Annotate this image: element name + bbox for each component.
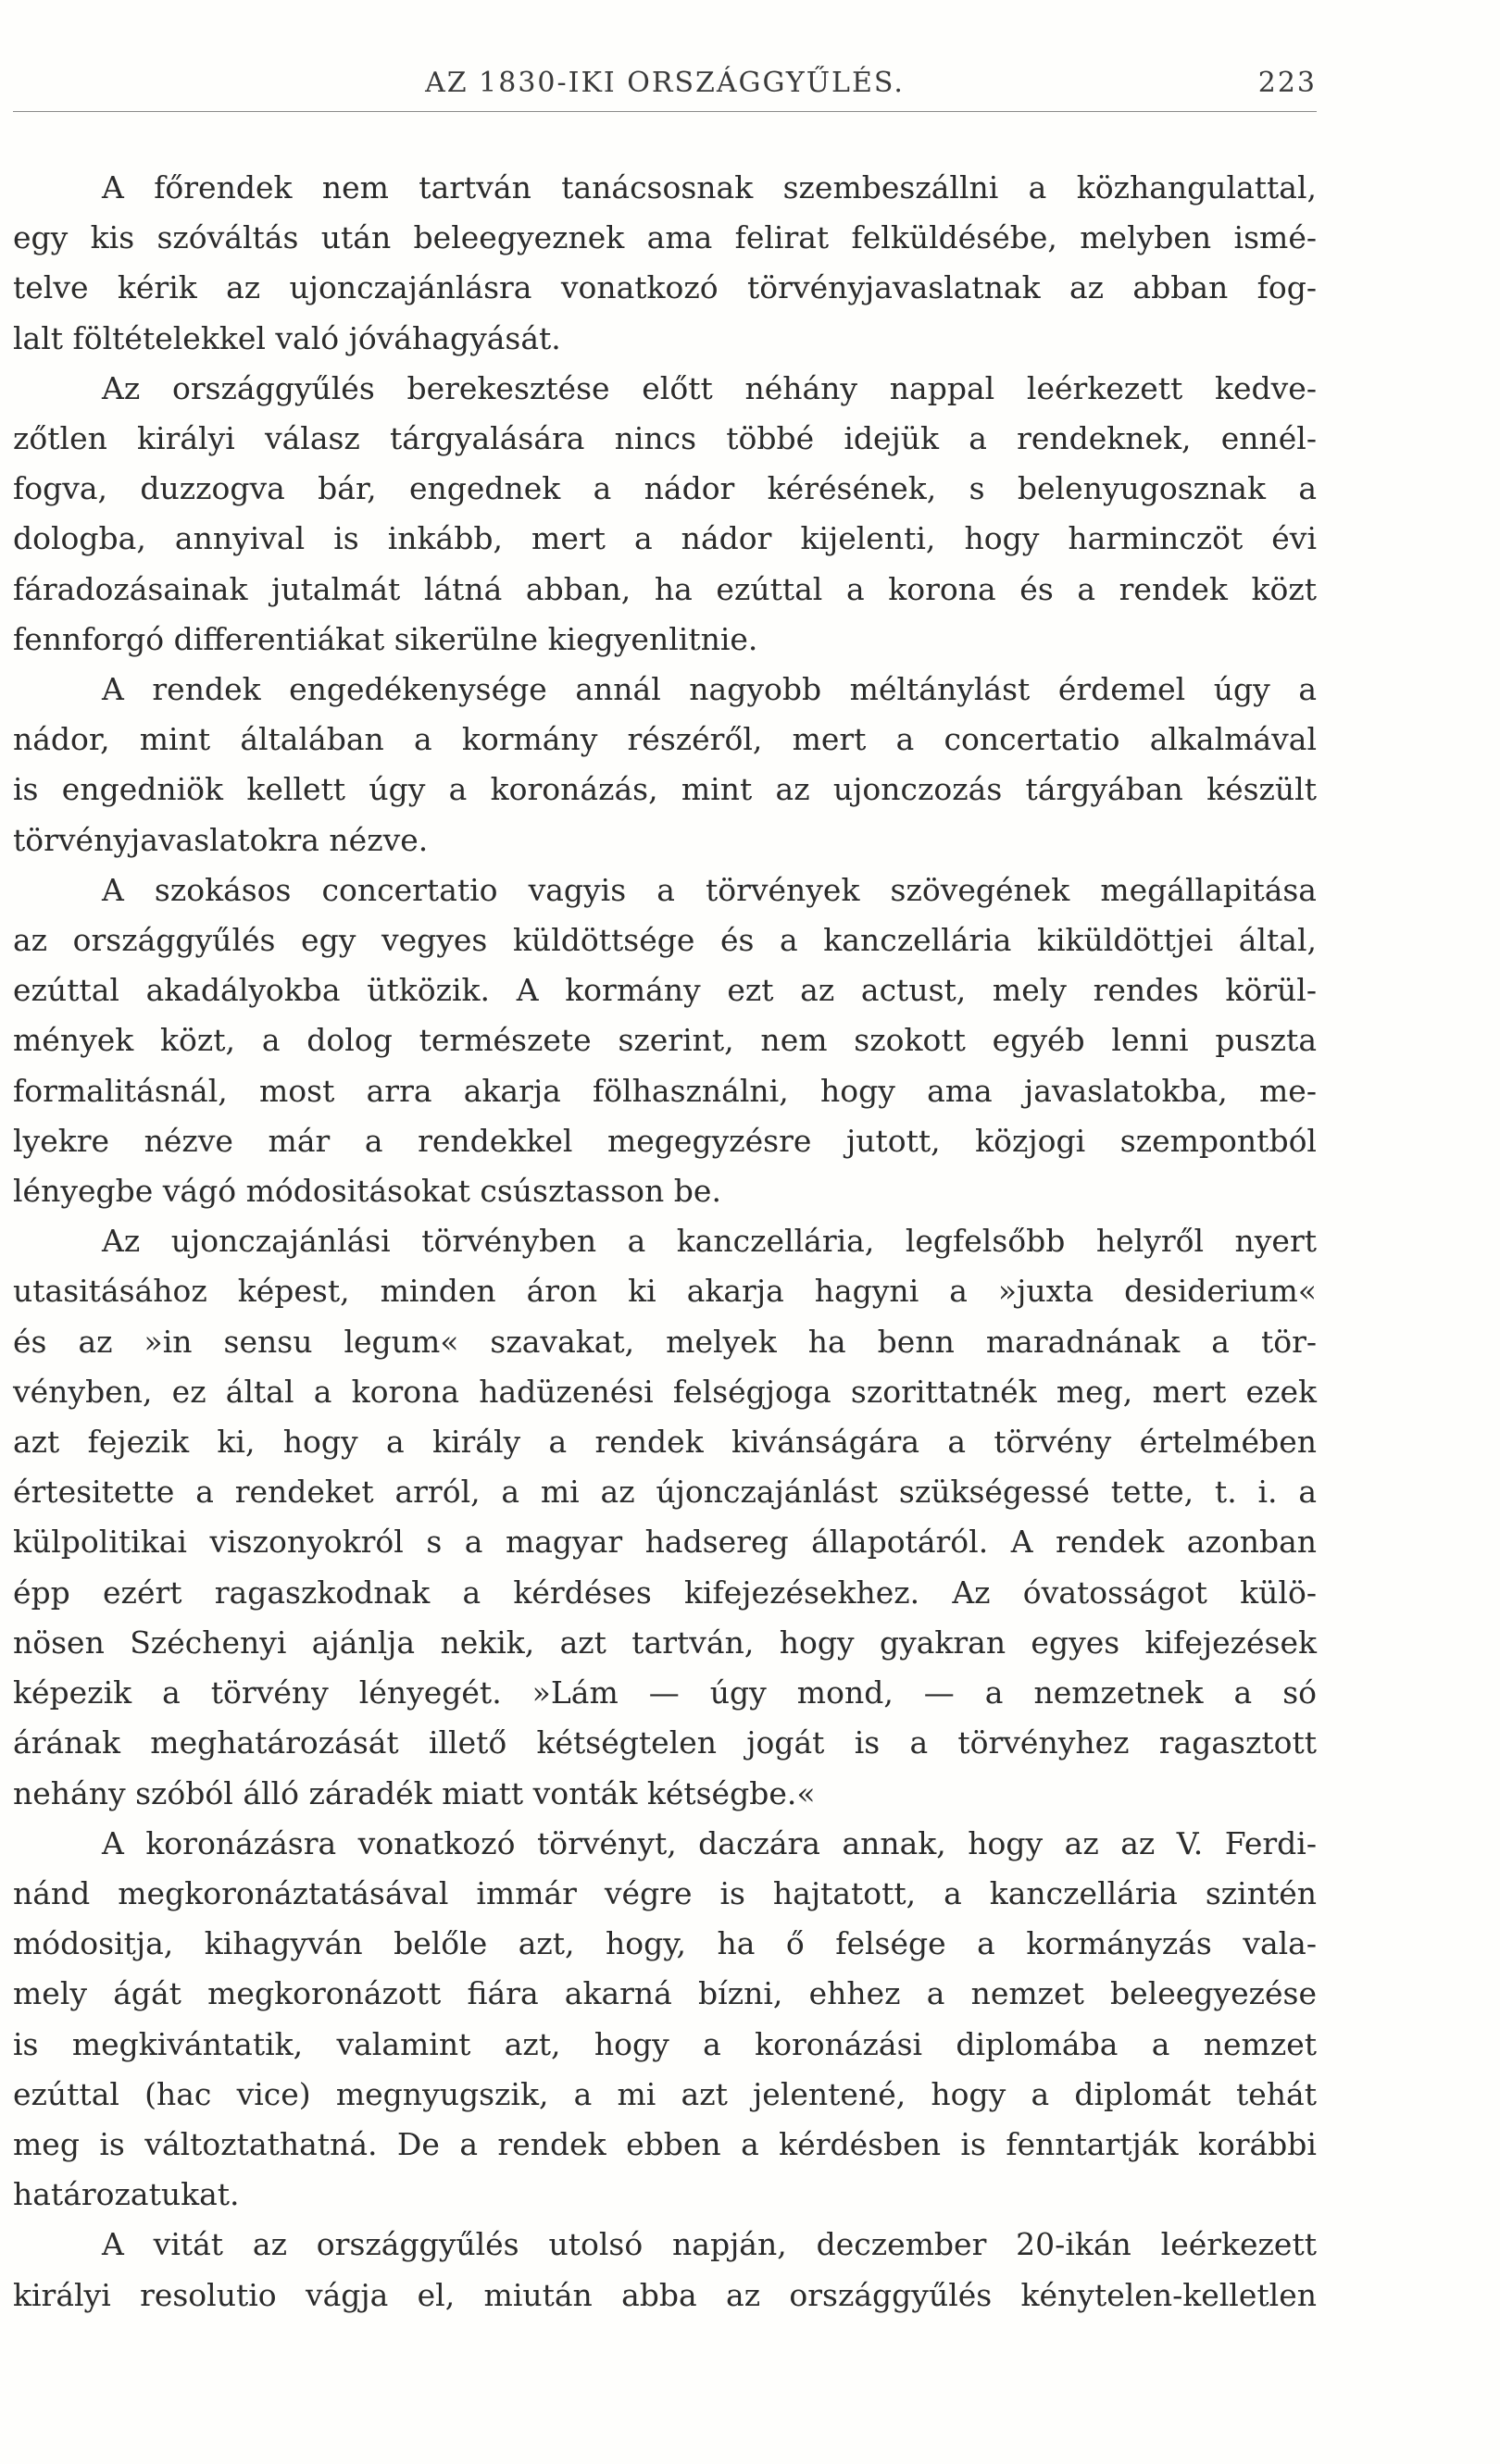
text-line: vényben, ez által a korona hadüzenési felségjoga szorittatnék meg, mert ezek — [13, 1373, 1317, 1410]
paragraph — [13, 865, 1317, 1216]
text-line: Az ujonczajánlási törvényben a kanczellária, legfelsőbb helyről nyert — [102, 1223, 1317, 1260]
paragraph — [13, 665, 1317, 865]
text-line: egy kis szóváltás után beleegyeznek ama felirat felküldésébe, melyben ismé- — [13, 219, 1317, 256]
text-line: képezik a törvény lényegét. »Lám — úgy mond, — a nemzetnek a só — [13, 1674, 1317, 1711]
text-line: értesitette a rendeket arról, a mi az újonczajánlást szükségessé tette, t. i. a — [13, 1474, 1317, 1511]
text-line: nánd megkoronáztatásával immár végre is hajtatott, a kanczellária szintén — [13, 1874, 1317, 1911]
paragraph — [13, 2220, 1317, 2320]
text-line: lyekre nézve már a rendekkel megegyzésre jutott, közjogi szempontból — [13, 1122, 1317, 1159]
text-line: meg is változtathatná. De a rendek ebben a kérdésben is fenntartják korábbi — [13, 2125, 1317, 2162]
text-line: törvényjavaslatokra nézve. — [13, 821, 429, 858]
running-head — [13, 56, 1317, 112]
text-line: azt fejezik ki, hogy a király a rendek kivánságára a törvény értelmében — [13, 1424, 1317, 1461]
text-line: mely ágát megkoronázott fiára akarná bízni, ehhez a nemzet beleegyezése — [13, 1975, 1317, 2012]
text-line: fogva, duzzogva bár, engednek a nádor kérésének, s belenyugosznak a — [13, 470, 1317, 507]
running-title: AZ 1830-IKI ORSZÁGGYŰLÉS. — [425, 67, 905, 99]
text-line: árának meghatározását illető kétségtelen jogát is a törvényhez ragasztott — [13, 1724, 1317, 1761]
paragraph — [13, 364, 1317, 665]
text-line: lényegbe vágó módositásokat csúsztasson be. — [13, 1173, 721, 1210]
text-line: királyi resolutio vágja el, miután abba az országgyűlés kénytelen-kelletlen — [13, 2276, 1317, 2313]
text-line: A koronázásra vonatkozó törvényt, daczára annak, hogy az az V. Ferdi- — [102, 1824, 1317, 1861]
text-line: utasitásához képest, minden áron ki akarja hagyni a »juxta desiderium« — [13, 1273, 1317, 1310]
text-line: és az »in sensu legum« szavakat, melyek ha benn maradnának a tör- — [13, 1323, 1317, 1360]
text-line: is megkivántatik, valamint azt, hogy a koronázási diplomába a nemzet — [13, 2025, 1317, 2062]
text-line: telve kérik az ujonczajánlásra vonatkozó törvényjavaslatnak az abban fog- — [13, 269, 1317, 306]
text-line: nehány szóból álló záradék miatt vonták kétségbe.« — [13, 1774, 816, 1811]
text-line: fennforgó differentiákat sikerülne kiegyenlitnie. — [13, 620, 758, 657]
text-line: ezúttal akadályokba ütközik. A kormány ezt az actust, mely rendes körül- — [13, 972, 1317, 1009]
text-line: A szokásos concertatio vagyis a törvények szövegének megállapitása — [102, 871, 1317, 908]
text-line: ezúttal (hac vice) megnyugszik, a mi azt jelentené, hogy a diplomát tehát — [13, 2075, 1317, 2112]
page-number: 223 — [1257, 67, 1317, 99]
text-line: lalt föltételekkel való jóváhagyását. — [13, 319, 561, 356]
text-line: külpolitikai viszonyokról s a magyar hadsereg állapotáról. A rendek azonban — [13, 1524, 1317, 1561]
text-line: A vitát az országgyűlés utolsó napján, deczember 20-ikán leérkezett — [102, 2226, 1317, 2263]
paragraph — [13, 163, 1317, 364]
text-line: Az országgyűlés berekesztése előtt néhány nappal leérkezett kedve- — [102, 369, 1317, 406]
body-text — [13, 163, 1317, 2321]
text-line: nádor, mint általában a kormány részéről, mert a concertatio alkalmával — [13, 721, 1317, 758]
text-line: formalitásnál, most arra akarja fölhasználni, hogy ama javaslatokba, me- — [13, 1072, 1317, 1109]
text-line: A főrendek nem tartván tanácsosnak szembeszállni a közhangulattal, — [102, 169, 1317, 205]
text-line: A rendek engedékenysége annál nagyobb méltánylást érdemel úgy a — [102, 671, 1317, 708]
text-line: épp ezért ragaszkodnak a kérdéses kifejezésekhez. Az óvatosságot külö- — [13, 1574, 1317, 1611]
text-line: határozatukat. — [13, 2176, 240, 2213]
paragraph — [13, 1819, 1317, 2221]
paragraph — [13, 1216, 1317, 1818]
text-line: dologba, annyival is inkább, mert a nádor kijelenti, hogy harminczöt évi — [13, 520, 1317, 557]
text-line: nösen Széchenyi ajánlja nekik, azt tartván, hogy gyakran egyes kifejezések — [13, 1624, 1317, 1661]
text-line: zőtlen királyi válasz tárgyalására nincs többé idejük a rendeknek, ennél- — [13, 420, 1317, 457]
text-line: fáradozásainak jutalmát látná abban, ha ezúttal a korona és a rendek közt — [13, 570, 1317, 607]
text-line: is engedniök kellett úgy a koronázás, mint az ujonczozás tárgyában készült — [13, 771, 1317, 808]
text-line: módositja, kihagyván belőle azt, hogy, ha ő felsége a kormányzás vala- — [13, 1925, 1317, 1962]
text-line: mények közt, a dolog természete szerint, nem szokott egyéb lenni puszta — [13, 1022, 1317, 1059]
text-line: az országgyűlés egy vegyes küldöttsége és a kanczellária kiküldöttjei által, — [13, 922, 1317, 959]
